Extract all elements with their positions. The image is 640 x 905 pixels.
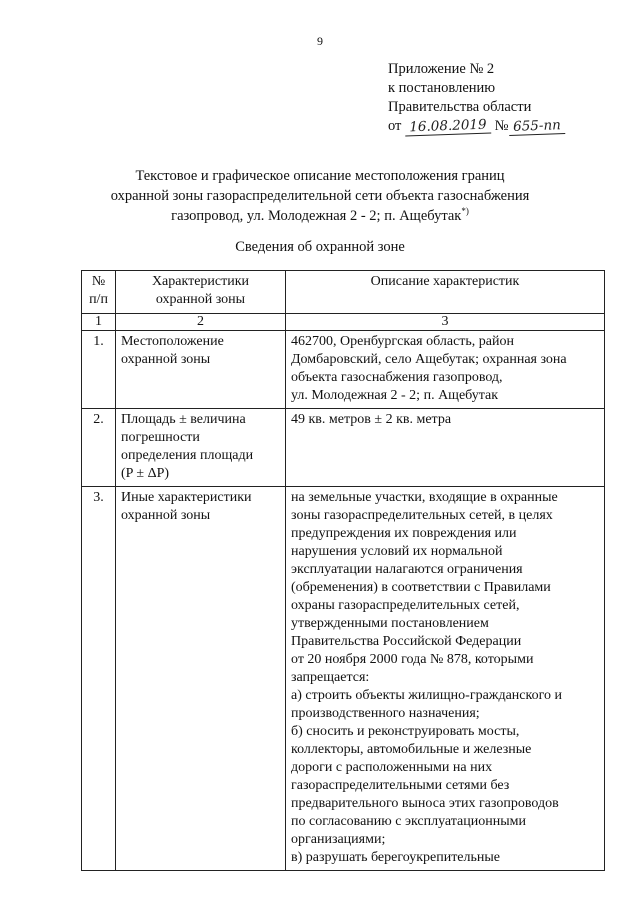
table-row (82, 487, 605, 871)
description-line: ул. Молодежная 2 - 2; п. Ащебутак (291, 388, 499, 403)
appendix-header (388, 60, 628, 136)
description-line: 49 кв. метров ± 2 кв. метра (291, 412, 452, 427)
description-line: запрещается: (291, 670, 370, 685)
document-title (40, 166, 600, 226)
title-line-2: охранной зоны газораспределительной сети объекта газоснабжения (110, 188, 530, 204)
characteristic-line: погрешности (121, 430, 200, 445)
characteristic-line: (P ± ΔP) (121, 466, 170, 481)
handwritten-date: 16.08.2019 (405, 118, 492, 137)
description-line: охраны газораспределительных сетей, (291, 598, 520, 613)
description-line: б) сносить и реконструировать мосты, (291, 724, 520, 739)
description-line: 462700, Оренбургская область, район (291, 334, 514, 349)
appendix-line-3: Правительства области (388, 99, 532, 115)
description-line: предупреждения их повреждения или (291, 526, 517, 541)
section-title: Сведения об охранной зоне (235, 239, 405, 255)
header-col-characteristic-line-1: Характеристики (151, 274, 250, 289)
characteristic-line: Местоположение (121, 334, 224, 349)
row-index: 2. (82, 409, 116, 487)
row-characteristic (116, 409, 286, 487)
row-index: 1. (82, 331, 116, 409)
description-line: утвержденными постановлением (291, 616, 489, 631)
header-col-description: Описание характеристик (286, 271, 605, 314)
column-number: 3 (286, 314, 605, 331)
row-characteristic (116, 487, 286, 871)
row-description (286, 409, 605, 487)
description-line: от 20 ноября 2000 года № 878, которыми (291, 652, 534, 667)
appendix-line-2: к постановлению (388, 80, 496, 96)
header-col-number (82, 271, 116, 314)
table-row (82, 409, 605, 487)
title-line-3 (40, 206, 600, 226)
description-line: Домбаровский, село Ащебутак; охранная зона (291, 352, 567, 367)
description-line: в) разрушать берегоукрепительные (291, 850, 501, 865)
row-characteristic (116, 331, 286, 409)
column-number-row (82, 314, 605, 331)
title-line-3-text: газопровод, ул. Молодежная 2 - 2; п. Ащебутак (171, 208, 462, 224)
description-line: (обременения) в соответствии с Правилами (291, 580, 551, 595)
description-line: дороги с расположенными на них (291, 760, 493, 775)
date-prefix: от (388, 118, 402, 134)
row-index: 3. (82, 487, 116, 871)
description-line: Правительства Российской Федерации (291, 634, 522, 649)
characteristic-line: охранной зоны (121, 508, 211, 523)
header-col-characteristic-line-2: охранной зоны (155, 292, 246, 307)
description-line: производственного назначения; (291, 706, 480, 721)
table-row (82, 331, 605, 409)
column-number: 1 (82, 314, 116, 331)
header-col-characteristic (116, 271, 286, 314)
table-header-row (82, 271, 605, 314)
row-description (286, 331, 605, 409)
appendix-date-line (388, 117, 628, 136)
description-line: зоны газораспределительных сетей, в целях (291, 508, 553, 523)
page-number: 9 (317, 34, 323, 48)
description-line: а) строить объекты жилищно-гражданского и (291, 688, 562, 703)
appendix-line-1: Приложение № 2 (388, 61, 495, 77)
description-line: коллекторы, автомобильные и железные (291, 742, 532, 757)
characteristic-line: Иные характеристики (121, 490, 252, 505)
row-description (286, 487, 605, 871)
description-line: эксплуатации налагаются ограничения (291, 562, 523, 577)
characteristic-line: Площадь ± величина (121, 412, 246, 427)
title-line-1: Текстовое и графическое описание местоположения границ (135, 168, 505, 184)
number-prefix: № (494, 118, 509, 134)
header-col-number-line-1: № (91, 274, 106, 289)
header-col-number-line-2: п/п (89, 292, 108, 307)
description-line: на земельные участки, входящие в охранные (291, 490, 558, 505)
characteristic-line: определения площади (121, 448, 254, 463)
characteristic-line: охранной зоны (121, 352, 211, 367)
description-line: газораспределительными сетями без (291, 778, 510, 793)
protection-zone-table (81, 270, 605, 871)
description-line: предварительного выноса этих газопроводов (291, 796, 559, 811)
footnote-mark: *) (461, 206, 469, 217)
description-line: организациями; (291, 832, 386, 847)
description-line: по согласованию с эксплуатационными (291, 814, 526, 829)
description-line: объекта газоснабжения газопровод, (291, 370, 503, 385)
description-line: нарушения условий их нормальной (291, 544, 503, 559)
column-number: 2 (116, 314, 286, 331)
handwritten-number: 655-пп (508, 118, 565, 136)
